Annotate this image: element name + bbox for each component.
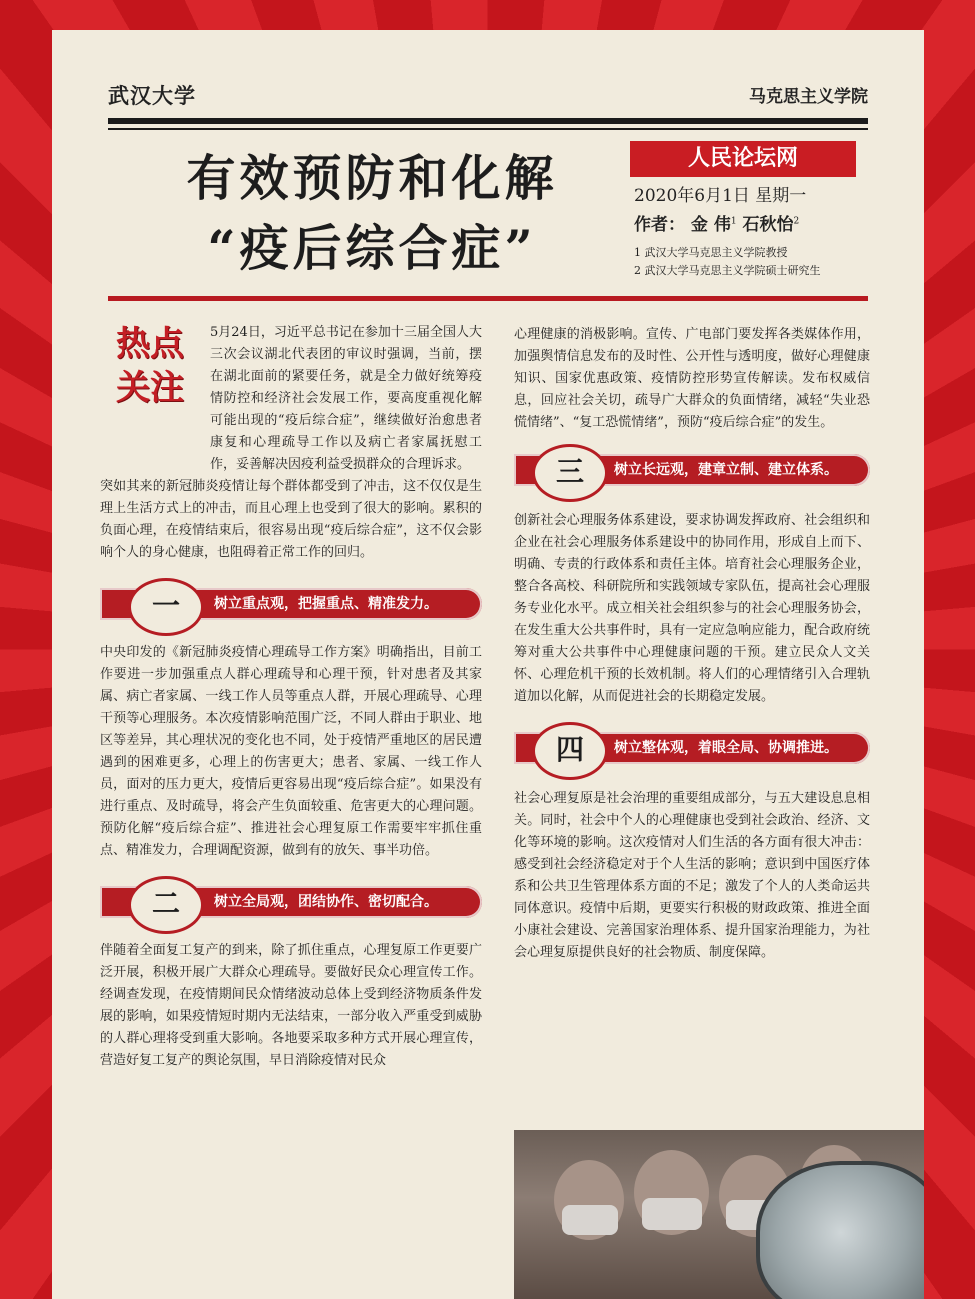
affiliation-1: 1 武汉大学马克思主义学院教授 bbox=[634, 246, 788, 259]
section-1-title: 树立重点观，把握重点、精准发力。 bbox=[214, 596, 438, 612]
red-divider bbox=[108, 296, 868, 301]
newspaper-page bbox=[52, 30, 924, 1299]
headline-line1: 有效预防和化解 bbox=[186, 149, 558, 207]
hot-topic-line2: 关注 bbox=[116, 368, 184, 408]
protective-goggles bbox=[756, 1161, 924, 1299]
headline-line2: “疫后综合症” bbox=[207, 219, 537, 277]
section-banner-2 bbox=[100, 874, 482, 930]
section-2-number: 二 bbox=[128, 876, 204, 934]
section-1-paragraph: 中央印发的《新冠肺炎疫情心理疏导工作方案》明确指出，目前工作要进一步加强重点人群心理疏导和心理干预，针对患者及其家属、病亡者家属、一线工作人员等重点人群，开展心理疏导、心理干预等心理服务。本次疫情影响范围广泛，不同人群由于职业、地区等差异，其心理状况的变化也不同，处于疫情严重地区的居民遭遇到的困难更多，心理上的伤害更大；患者、家属、一线工作人员，面对的压力更大，疫情后更容易出现“疫后综合症”。如果没有进行重点、及时疏导，将会产生负面较重、危害更大的心理问题。预防化解“疫后综合症”、推进社会心理复原工作需要牢牢抓住重点、精准发力，合理调配资源，做到有的放矢、事半功倍。 bbox=[100, 645, 482, 858]
university-name: 武汉大学 bbox=[108, 84, 196, 108]
author-label: 作者： bbox=[634, 215, 685, 235]
publish-date: 2020年6月1日 星期一 bbox=[634, 186, 807, 206]
author-1-sup: 1 bbox=[730, 216, 737, 227]
medical-workers-photo bbox=[514, 1130, 924, 1299]
section-3-paragraph: 创新社会心理服务体系建设，要求协调发挥政府、社会组织和企业在社会心理服务体系建设中的协同作用，形成自上而下、明确、专责的行政体系和责任主体。培育社会心理服务企业，整合各高校、科研院所和实践领域专家队伍，提高社会心理服务专业化水平。成立相关社会组织参与的社会心理服务协会，在发生重大公共事件时，具有一定应急响应能力，配合政府统筹对重大公共事件中心理健康问题的干预。建立民众人文关怀、心理危机干预的长效机制。将人们的心理情绪引入合理轨道加以化解，从而促进社会的长期稳定发展。 bbox=[514, 513, 870, 704]
author-line bbox=[634, 210, 799, 235]
right-column bbox=[514, 324, 870, 964]
section-banner-3 bbox=[514, 442, 870, 498]
section-2-continued-paragraph: 心理健康的消极影响。宣传、广电部门要发挥各类媒体作用，加强舆情信息发布的及时性、公开性与透明度，做好心理健康知识、国家优惠政策、疫情防控形势宣传解读。发布权威信息，回应社会关切，疏导广大群众的负面情绪，减轻“失业恐慌情绪”、“复工恐慌情绪”，预防“疫后综合症”的发生。 bbox=[514, 327, 870, 430]
author-1: 金 伟 bbox=[690, 215, 731, 235]
author-2: 石秋怡 bbox=[742, 215, 794, 235]
intro-paragraph-1: 5月24日，习近平总书记在参加十三届全国人大三次会议湖北代表团的审议时强调，当前，摆在湖北面前的紧要任务，就是全力做好统筹疫情防控和经济社会发展工作，要高度重视化解可能出现的“疫后综合症”，继续做好治愈患者康复和心理疏导工作以及病亡者家属抚慰工作，妥善解决因疫利益受损群众的合理诉求。 bbox=[210, 325, 482, 472]
section-1-number: 一 bbox=[128, 578, 204, 636]
section-banner-1 bbox=[100, 576, 482, 632]
section-3-title: 树立长远观，建章立制、建立体系。 bbox=[614, 462, 838, 478]
section-2-paragraph: 伴随着全面复工复产的到来，除了抓住重点，心理复原工作更要广泛开展，积极开展广大群众心理疏导。要做好民众心理宣传工作。经调查发现，在疫情期间民众情绪波动总体上受到经济物质条件发展的影响，如果疫情短时期内无法结束，一部分收入严重受到威胁的人群心理将受到重大影响。各地要采取多种方式开展心理宣传，营造好复工复产的舆论氛围，早日消除疫情对民众 bbox=[100, 943, 482, 1068]
section-2-title: 树立全局观，团结协作、密切配合。 bbox=[214, 894, 438, 910]
header-rule-thick bbox=[108, 118, 868, 124]
section-4-title: 树立整体观，着眼全局、协调推进。 bbox=[614, 740, 838, 756]
section-banner-4 bbox=[514, 720, 870, 776]
photo-mask-2 bbox=[642, 1198, 702, 1230]
section-4-number: 四 bbox=[532, 722, 608, 780]
section-4-paragraph: 社会心理复原是社会治理的重要组成部分，与五大建设息息相关。同时，社会中个人的心理健康也受到社会政治、经济、文化等环境的影响。这次疫情对人们生活的各方面有很大冲击：感受到社会经济稳定对于个人生活的影响；意识到中国医疗体系和公共卫生管理体系方面的不足；激发了个人的人类命运共同体意识。疫情中后期，更要实行积极的财政政策、推进全面小康社会建设、完善国家治理体系、提升国家治理能力，为社会心理复原提供良好的社会物质、制度保障。 bbox=[514, 791, 870, 960]
left-column bbox=[100, 322, 482, 1072]
author-2-sup: 2 bbox=[793, 216, 800, 227]
hot-topic-line1: 热点 bbox=[116, 324, 184, 364]
section-3-number: 三 bbox=[532, 444, 608, 502]
intro-paragraph-2: 突如其来的新冠肺炎疫情让每个群体都受到了冲击，这不仅仅是生理上生活方式上的冲击，而且心理上也受到了很大的影响。累积的负面心理，在疫情结束后，很容易出现“疫后综合症”，这不仅会影响个人的身心健康，也阻碍着正常工作的回归。 bbox=[100, 479, 482, 560]
college-name: 马克思主义学院 bbox=[749, 87, 868, 107]
site-name-badge: 人民论坛网 bbox=[630, 141, 856, 177]
photo-mask-1 bbox=[562, 1205, 618, 1235]
header-rule-thin bbox=[108, 128, 868, 130]
affiliation-2: 2 武汉大学马克思主义学院硕士研究生 bbox=[634, 264, 821, 277]
